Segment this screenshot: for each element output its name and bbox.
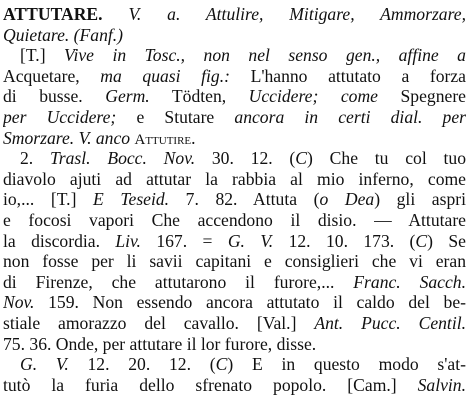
text-segment: 30. 12. ( bbox=[195, 148, 296, 169]
italic-text: Germ. bbox=[105, 86, 150, 107]
entry-line bbox=[3, 128, 466, 149]
italic-text: Salvin. bbox=[417, 374, 466, 395]
entry-line bbox=[3, 354, 466, 375]
text-segment: tutò la furia dello sfrenato popolo. [Cam.] bbox=[3, 374, 418, 395]
text-segment: 12. 10. 173. ( bbox=[273, 230, 416, 251]
entry-line bbox=[3, 292, 466, 313]
text-segment: ) gli aspri bbox=[374, 189, 466, 210]
italic-text: Uccidere; come bbox=[248, 86, 378, 107]
entry-line bbox=[3, 313, 466, 334]
text-segment: di Firenze, che attutarono il furore,... bbox=[3, 271, 354, 292]
text-segment: ) Se bbox=[427, 230, 466, 251]
dictionary-entry-attutare bbox=[3, 4, 466, 395]
italic-text: Liv. bbox=[115, 230, 141, 251]
text-segment: . bbox=[191, 127, 196, 148]
text-segment: non fosse per li savii capitani e consiglieri che vi eran bbox=[3, 251, 466, 272]
text-segment: e focosi vapori Che accendono il disio. — Attutare bbox=[3, 209, 466, 230]
italic-text: ma quasi fig.: bbox=[100, 65, 230, 86]
text-segment: io,... [T.] bbox=[3, 189, 94, 210]
entry-line bbox=[3, 272, 466, 293]
italic-text: Ant. Pucc. Centil. bbox=[314, 312, 466, 333]
text-segment: la discordia. bbox=[3, 230, 116, 251]
entry-line bbox=[3, 231, 466, 252]
entry-line bbox=[3, 66, 466, 87]
entry-line bbox=[3, 375, 466, 396]
italic-text: ancora in certi dial. per bbox=[234, 106, 466, 127]
italic-text: Quietare. (Fanf.) bbox=[3, 24, 124, 45]
text-segment: 159. Non essendo ancora attutato il caldo del be- bbox=[34, 292, 466, 313]
italic-text: Trasl. Bocc. Nov. bbox=[49, 148, 196, 169]
entry-line bbox=[3, 189, 466, 210]
italic-text: Smorzare. V. anco bbox=[3, 127, 131, 148]
entry-line bbox=[3, 107, 466, 128]
text-segment: 12. 20. 12. ( bbox=[68, 354, 216, 375]
entry-line bbox=[3, 169, 466, 190]
text-segment: 167. = bbox=[140, 230, 228, 251]
entry-line bbox=[3, 25, 466, 46]
text-segment: [T.] bbox=[20, 45, 65, 66]
text-segment: Spegnere bbox=[378, 86, 466, 107]
text-segment: Tödten, bbox=[149, 86, 249, 107]
text-segment: diavolo ajuti ad attutar la rabbia al mio inferno, come bbox=[3, 168, 466, 189]
italic-text: C bbox=[415, 230, 428, 251]
text-segment bbox=[103, 4, 129, 24]
entry-line bbox=[3, 210, 466, 231]
entry-line bbox=[3, 148, 466, 169]
text-segment: ) Che tu col tuo bbox=[307, 148, 466, 169]
italic-text: per Uccidere; bbox=[3, 106, 117, 127]
text-segment: e Stutare bbox=[116, 106, 235, 127]
italic-text: o Dea bbox=[319, 189, 375, 210]
italic-text: G. V. bbox=[20, 354, 69, 375]
italic-text: Nov. bbox=[3, 292, 35, 313]
italic-text: V. a. Attulire, Mitigare, Ammorzare, bbox=[128, 4, 466, 24]
text-segment: 2. bbox=[20, 148, 50, 169]
italic-text: Franc. Sacch. bbox=[353, 271, 466, 292]
text-segment: di busse. bbox=[3, 86, 106, 107]
entry-line bbox=[3, 45, 466, 66]
italic-text: G. V. bbox=[227, 230, 274, 251]
text-segment: 7. 82. Attuta ( bbox=[169, 189, 320, 210]
text-segment: Acquetare, bbox=[3, 65, 101, 86]
text-segment: 75. 36. Onde, per attutare il lor furore, disse. bbox=[3, 333, 317, 354]
italic-text: Vive in Tosc., non nel senso gen., affine a bbox=[64, 45, 466, 66]
italic-text: C bbox=[295, 148, 308, 169]
italic-text: E Teseid. bbox=[93, 189, 170, 210]
text-segment: stiale amorazzo del cavallo. [Val.] bbox=[3, 312, 315, 333]
headword: ATTUTARE. bbox=[3, 4, 103, 24]
italic-text: C bbox=[215, 354, 228, 375]
entry-line bbox=[3, 334, 466, 355]
text-segment: L'hanno attutato a forza bbox=[229, 65, 466, 86]
small-caps-text: Attutire bbox=[134, 131, 192, 148]
entry-line bbox=[3, 251, 466, 272]
entry-line bbox=[3, 4, 466, 25]
text-segment: ) E in questo modo s'at- bbox=[227, 354, 466, 375]
entry-line bbox=[3, 86, 466, 107]
